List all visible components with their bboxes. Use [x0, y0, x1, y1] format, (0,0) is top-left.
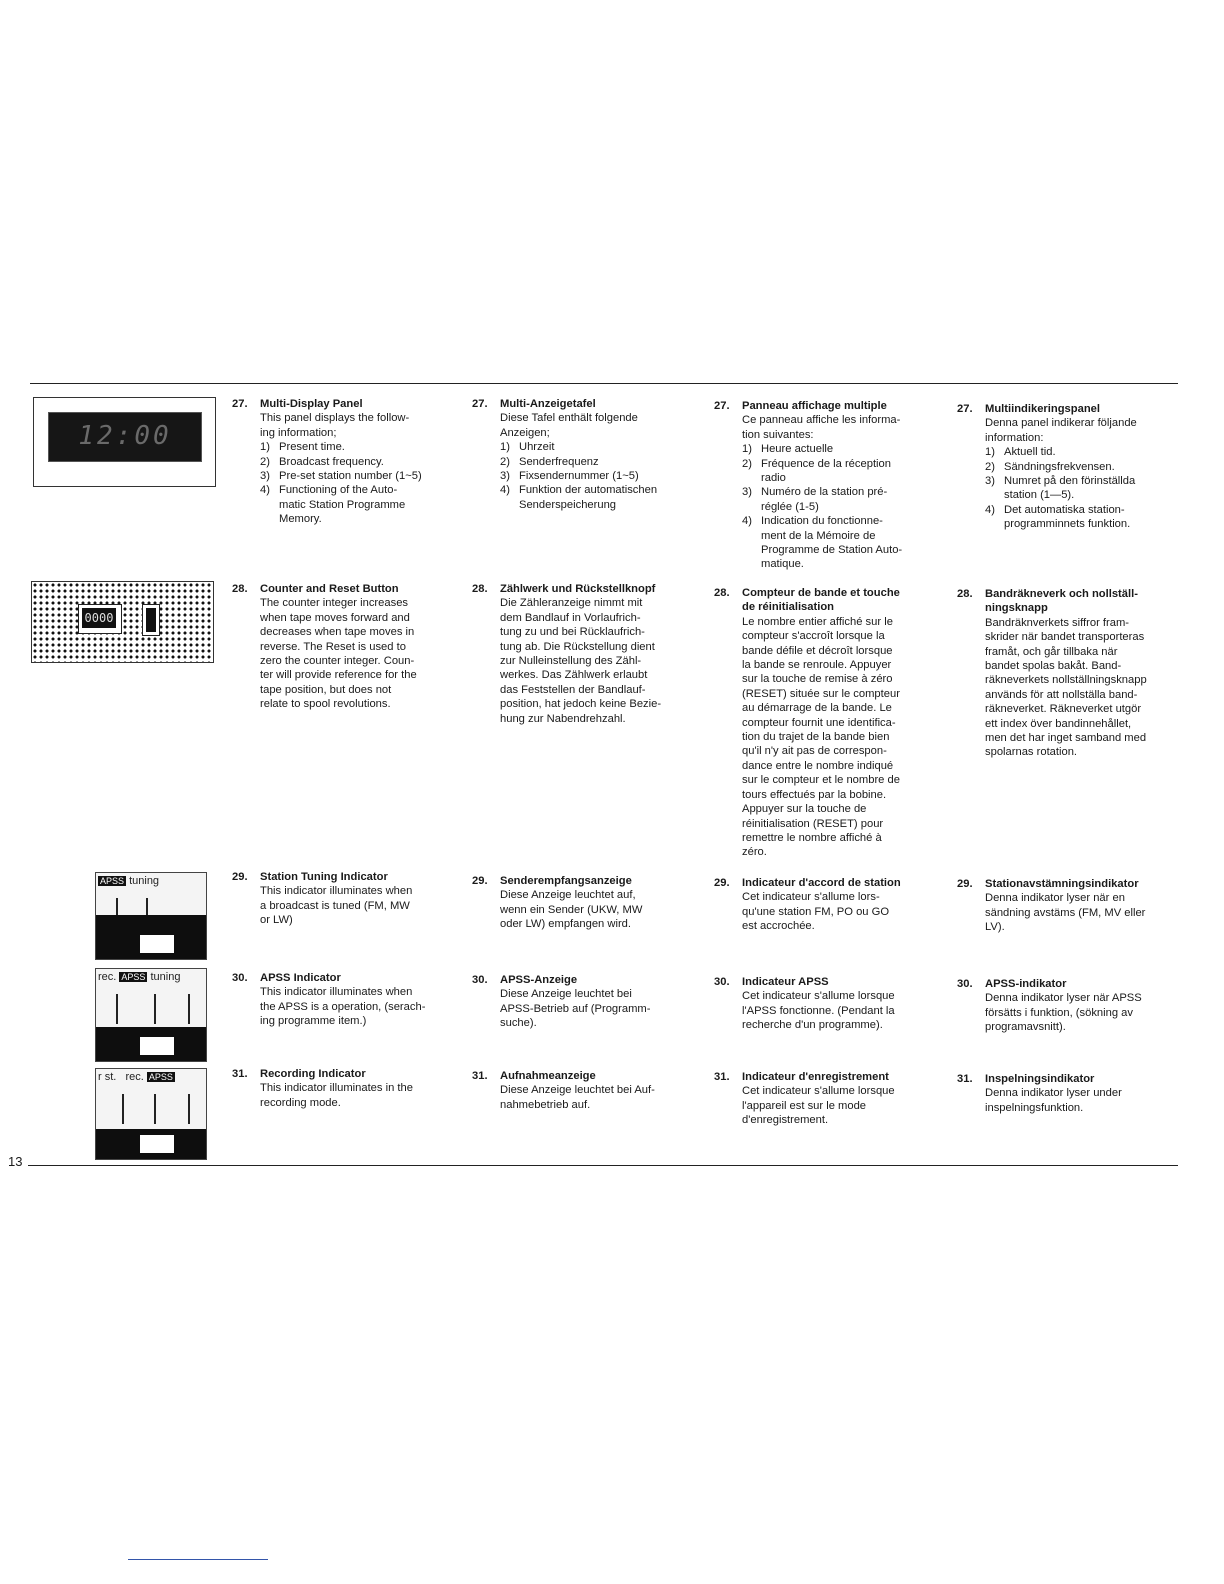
- section-heading: 31. Recording Indicator: [232, 1068, 366, 1080]
- section-28: [472, 582, 690, 726]
- section-description: Diese Anzeige leuchtet bei APSS-Betrieb auf (Programm- suche).: [500, 988, 651, 1030]
- st-text: r st.: [98, 1071, 117, 1083]
- section-31: [232, 1067, 450, 1110]
- section-31: [472, 1069, 690, 1112]
- indicator-window: [140, 1037, 174, 1055]
- section-29: [472, 874, 690, 932]
- apss-tag: APSS: [100, 876, 125, 886]
- recording-indicator-illustration: [95, 1068, 207, 1160]
- list-item: 1) Uhrzeit: [500, 441, 555, 454]
- indicator-dark-area: [96, 1027, 206, 1061]
- list-item: 2) Broadcast frequency.: [260, 455, 384, 468]
- indicator-bars: [104, 1094, 198, 1128]
- section-heading: 28. Compteur de bande et touche de réinitialisation: [714, 587, 900, 614]
- section-heading: 30. APSS-indikator: [957, 978, 1067, 990]
- indicator-window: [140, 1135, 174, 1153]
- indicator-dark-area: [96, 915, 206, 959]
- apss-indicator-illustration: [95, 968, 207, 1062]
- section-heading: 29. Senderempfangsanzeige: [472, 875, 632, 887]
- section-28: [232, 582, 450, 712]
- lcd-digits: 12:00: [78, 421, 172, 451]
- indicator-window: [140, 935, 174, 953]
- section-description: Denna indikator lyser under inspelningsfunktion.: [985, 1087, 1122, 1114]
- section-description: Diese Tafel enthält folgende Anzeigen;: [500, 412, 638, 439]
- apss-tag: APSS: [148, 1072, 173, 1082]
- page-number: 13: [8, 1154, 23, 1169]
- section-27: [472, 397, 690, 512]
- bottom-rule: [28, 1165, 1178, 1166]
- section-description: This indicator illuminates when a broadcast is tuned (FM, MW or LW): [260, 885, 413, 927]
- indicator-label: [98, 971, 180, 983]
- indicator-bars: [104, 994, 198, 1028]
- section-28: [714, 586, 932, 860]
- section-31: [714, 1070, 932, 1128]
- multi-display-panel-illustration: [33, 397, 216, 487]
- list-item: 2) Senderfrequenz: [500, 455, 599, 468]
- section-description: Cet indicateur s'allume lorsque l'appareil est sur le mode d'enregistrement.: [742, 1085, 895, 1127]
- list-item: 4) Functioning of the Auto- matic Station Programme Memory.: [260, 484, 406, 526]
- section-heading: 31. Inspelningsindikator: [957, 1073, 1095, 1085]
- section-description: Cet indicateur s'allume lors- qu'une station FM, PO ou GO est accrochée.: [742, 891, 890, 933]
- list-item: 4) Det automatiska station- programminnets funktion.: [985, 503, 1131, 531]
- list-item: 3) Numret på den förinställda station (1—5).: [985, 475, 1136, 502]
- list-item: 3) Fixsendernummer (1~5): [500, 470, 639, 483]
- counter-digits: 0000: [82, 608, 116, 628]
- top-rule: [30, 383, 1178, 384]
- section-heading: 27. Multi-Anzeigetafel: [472, 398, 596, 410]
- section-description: Ce panneau affiche les informa- tion suivantes:: [742, 414, 901, 441]
- list-item: 1) Heure actuelle: [742, 443, 834, 456]
- rec-text: rec.: [125, 1071, 144, 1083]
- section-29: [957, 877, 1175, 935]
- section-30: [957, 977, 1175, 1035]
- section-heading: 27. Panneau affichage multiple: [714, 400, 887, 412]
- list-item: 3) Pre-set station number (1~5): [260, 470, 422, 483]
- info-list: [232, 440, 450, 526]
- list-item: 4) Funktion der automatischen Senderspeicherung: [500, 484, 658, 511]
- list-item: 1) Aktuell tid.: [985, 446, 1056, 459]
- lcd-screen: [48, 412, 202, 462]
- section-description: Die Zähleranzeige nimmt mit dem Bandlauf in Vorlaufrich- tung zu und bei Rücklaufrich- tung ab. Die Rückstellung dient zur Nulleinstellung des Zähl- werkes. Das Zählwerk erlaubt das Feststellen der Bandlauf- position, hat jedoch keine Bezie- hung zur Nabendrehzahl.: [500, 597, 662, 725]
- section-27: [957, 402, 1175, 532]
- section-description: Diese Anzeige leuchtet bei Auf- nahmebetrieb auf.: [500, 1084, 655, 1111]
- section-heading: [232, 397, 450, 411]
- section-description: This panel displays the follow- ing information;: [260, 412, 410, 439]
- section-description: Diese Anzeige leuchtet auf, wenn ein Sender (UKW, MW oder LW) empfangen wird.: [500, 889, 643, 931]
- apss-tag: APSS: [121, 972, 146, 982]
- section-heading: 30. APSS Indicator: [232, 972, 341, 984]
- rec-text: rec.: [98, 971, 117, 983]
- section-number: 27.: [232, 398, 248, 410]
- section-heading: 30. Indicateur APSS: [714, 976, 829, 988]
- section-31: [957, 1072, 1175, 1115]
- section-heading: 29. Station Tuning Indicator: [232, 871, 388, 883]
- section-30: [232, 971, 450, 1029]
- section-heading: 29. Indicateur d'accord de station: [714, 877, 901, 889]
- section-28: [957, 587, 1175, 760]
- section-heading: 28. Bandräkneverk och nollställ- ningsknapp: [957, 588, 1138, 615]
- info-list: [957, 445, 1175, 531]
- section-description: This indicator illuminates when the APSS is a operation, (serach- ing programme item.): [260, 986, 426, 1028]
- indicator-dark-area: [96, 1129, 206, 1159]
- footnote-rule: [128, 1559, 268, 1560]
- info-list: [714, 442, 932, 572]
- list-item: 2) Sändningsfrekvensen.: [985, 460, 1115, 473]
- section-description: The counter integer increases when tape moves forward and decreases when tape moves in reverse. The Reset is used to zero the counter integer. Coun- ter will provide reference for the tape position, but does not relate to spool revolutions.: [260, 597, 417, 711]
- section-27: [714, 399, 932, 572]
- section-description: Bandräknverkets siffror fram- skrider när bandet transporteras framåt, och går tillbaka när bandet spolas bakåt. Band- räkneverkets nollställningsknapp används för att nollställa band- räkneverket. Räkneverket utgör ett index över bandinnehållet, men det har inget samband med spolarnas rotation.: [985, 616, 1147, 759]
- section-29: [232, 870, 450, 928]
- section-27: [232, 397, 450, 527]
- section-heading: 28. Counter and Reset Button: [232, 583, 399, 595]
- list-item: 2) Fréquence de la réception radio: [742, 457, 891, 485]
- tuning-text: tuning: [129, 875, 160, 887]
- indicator-label: [98, 875, 159, 887]
- section-heading: 30. APSS-Anzeige: [472, 974, 578, 986]
- section-description: Le nombre entier affiché sur le compteur s'accroît lorsque la bande défile et décroît lorsque la bande se renroule. Appuyer sur la touche de remise à zéro (RESET) située sur le compteur au démarrage de la bande. Le compteur fournit une identifica- tion du trajet de la bande bien qu'il n'y ait pas de correspon- dance entre le nombre indiqué sur le compteur et le nombre de tours effectués par la bobine. Appuyer sur la touche de réinitialisation (RESET) pour remettre le nombre affiché à zéro.: [742, 615, 900, 859]
- section-description: Cet indicateur s'allume lorsque l'APSS fonctionne. (Pendant la recherche d'un programme).: [742, 990, 895, 1032]
- section-heading: 29. Stationavstämningsindikator: [957, 878, 1139, 890]
- indicator-label: [98, 1071, 175, 1083]
- section-title: Multi-Display Panel: [260, 398, 363, 410]
- section-heading: 31. Aufnahmeanzeige: [472, 1070, 596, 1082]
- counter-panel-illustration: [31, 581, 214, 663]
- list-item: 1) Present time.: [260, 441, 345, 454]
- section-description: Denna indikator lyser när APSS försätts i funktion, (sökning av programavsnitt).: [985, 992, 1142, 1034]
- section-description: Denna indikator lyser när en sändning avstäms (FM, MV eller LV).: [985, 892, 1146, 934]
- section-29: [714, 876, 932, 934]
- tuning-text: tuning: [150, 971, 181, 983]
- info-list: [472, 440, 690, 512]
- section-heading: 31. Indicateur d'enregistrement: [714, 1071, 889, 1083]
- section-heading: 28. Zählwerk und Rückstellknopf: [472, 583, 656, 595]
- reset-button-illustration: [142, 604, 160, 636]
- list-item: 4) Indication du fonctionne- ment de la Mémoire de Programme de Station Auto- matique.: [742, 515, 903, 571]
- section-30: [472, 973, 690, 1031]
- list-item: 3) Numéro de la station pré- réglée (1-5): [742, 486, 888, 513]
- counter-display: [78, 604, 122, 634]
- section-30: [714, 975, 932, 1033]
- station-tuning-indicator-illustration: [95, 872, 207, 960]
- section-description: This indicator illuminates in the recording mode.: [260, 1082, 413, 1109]
- section-description: Denna panel indikerar följande information:: [985, 417, 1137, 444]
- section-heading: 27. Multiindikeringspanel: [957, 403, 1100, 415]
